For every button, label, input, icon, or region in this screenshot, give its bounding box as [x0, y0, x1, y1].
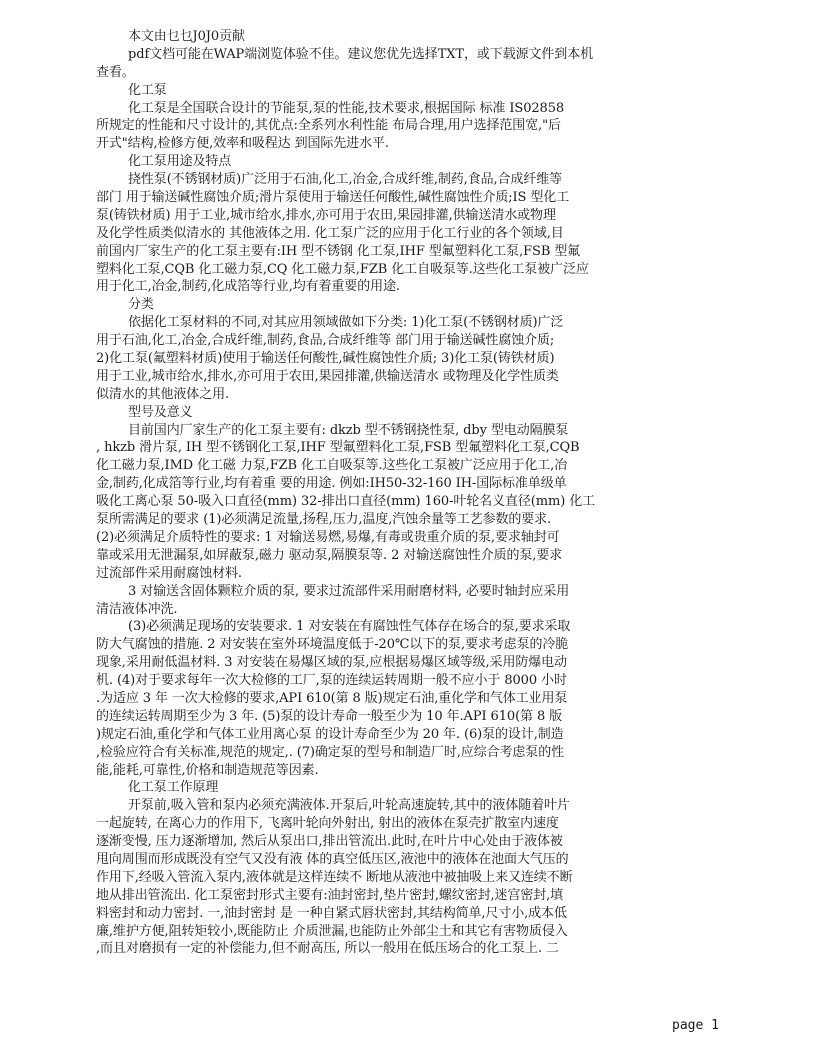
- text-line: 现象,采用耐低温材料. 3 对安装在易爆区域的泵,应根据易爆区域等级,采用防爆电动: [96, 655, 567, 671]
- text-line: 3 对输送含固体颗粒介质的泵, 要求过流部件采用耐磨材料, 必要时轴封应采用: [128, 583, 570, 599]
- paragraph-installation-paragraph: [96, 618, 684, 779]
- text-line: 型号及意义: [128, 404, 193, 420]
- text-line: ,检验应符合有关标准,规范的规定,. (7)确定泵的型号和制造厂时,应综合考虑泵的性: [96, 744, 565, 760]
- text-line: 过流部件采用耐腐蚀材料.: [96, 565, 242, 581]
- text-line: 本文由乜乜J0J0贡献: [128, 29, 245, 44]
- text-line: 部门 用于输送碱性腐蚀介质;滑片泵使用于输送任何酸性,碱性腐蚀性介质;IS 型化工: [96, 190, 570, 206]
- paragraph-model-paragraph: [96, 422, 684, 583]
- paragraph-solids-paragraph: [96, 583, 684, 619]
- text-line: 依据化工泵材料的不同,对其应用领域做如下分类: 1)化工泵(不锈钢材质)广泛: [128, 315, 564, 331]
- text-line: (2)必须满足介质特性的要求: 1 对输送易燃,易爆,有毒或贵重介质的泵,要求轴封可: [96, 529, 560, 545]
- text-line: 化工泵是全国联合设计的节能泵,泵的性能,技术要求,根据国际 标准 IS02858: [128, 100, 565, 116]
- text-line: 似清水的其他液体之用.: [96, 386, 230, 402]
- text-line: 2)化工泵(氟塑料材质)使用于输送任何酸性,碱性腐蚀性介质; 3)化工泵(铸铁材质): [96, 351, 555, 367]
- text-line: )规定石油,重化学和气体工业用离心泵 的设计寿命至少为 20 年. (6)泵的设计,制造: [96, 726, 564, 742]
- text-line: 料密封和动力密封. 一,油封密封 是 一种自紧式唇状密封,其结构简单,尺寸小,成本低: [96, 905, 567, 921]
- paragraph-heading-principle: [96, 779, 684, 797]
- text-line: 塑料化工泵,CQB 化工磁力泵,CQ 化工磁力泵,FZB 化工自吸泵等.这些化工泵被广泛应: [96, 261, 589, 277]
- text-line: 一起旋转, 在离心力的作用下, 飞离叶轮向外射出, 射出的液体在泵壳扩散室内速度: [96, 816, 559, 832]
- paragraph-principle-paragraph: [96, 797, 684, 958]
- text-line: 化工泵工作原理: [128, 780, 219, 796]
- text-line: 清洁液体冲洗.: [96, 601, 178, 617]
- text-line: 作用下,经吸入管流入泵内,液体就是这样连续不 断地从液池中被抽吸上来又连续不断: [96, 869, 573, 885]
- paragraph-classification-paragraph: [96, 314, 684, 403]
- text-line: (3)必须满足现场的安装要求. 1 对安装在有腐蚀性气体存在场合的泵,要求采取: [128, 619, 571, 635]
- text-line: , hkzb 滑片泵, IH 型不锈钢化工泵,IHF 型氟塑料化工泵,FSB 型氟塑料化工泵,CQB: [96, 440, 580, 456]
- page-number: page 1: [672, 1018, 719, 1033]
- text-line: 开泵前,吸入管和泵内必须充满液体.开泵后,叶轮高速旋转,其中的液体随着叶片: [128, 798, 570, 814]
- text-line: 逐渐变慢, 压力逐渐增加, 然后从泵出口,排出管流出.此时,在叶片中心处由于液体被: [96, 834, 563, 850]
- paragraph-heading-classification: [96, 296, 684, 314]
- paragraph-heading-model: [96, 404, 684, 422]
- text-line: 用于化工,冶金,制药,化成箔等行业,均有着重要的用途.: [96, 279, 400, 295]
- text-line: 用于工业,城市给水,排水,亦可用于农田,果园排灌,供输送清水 或物理及化学性质类: [96, 368, 559, 384]
- text-line: 廉,维护方便,阻转矩较小,既能防止 介质泄漏,也能防止外部尘土和其它有害物质侵入: [96, 923, 568, 939]
- text-line: .为适应 3 年 一次大检修的要求,API 610(第 8 版)规定石油,重化学和气体工业用泵: [96, 690, 568, 706]
- text-line: 靠或采用无泄漏泵,如屏蔽泵,磁力 驱动泵,隔膜泵等. 2 对输送腐蚀性介质的泵,要求: [96, 547, 563, 563]
- text-line: 金,制药,化成箔等行业,均有着重 要的用途. 例如:IH50-32-160 IH-国际标准单级单: [96, 476, 567, 492]
- text-line: 化工泵: [128, 82, 167, 98]
- text-line: 查看。: [96, 64, 135, 80]
- text-line: 的连续运转周期至少为 3 年. (5)泵的设计寿命一般至少为 10 年.API 610(第 8 版: [96, 708, 563, 724]
- paragraph-heading-chemical-pump: [96, 82, 684, 100]
- text-line: 吸化工离心泵 50-吸入口直径(mm) 32-排出口直径(mm) 160-叶轮名义直径(mm) 化工: [96, 494, 595, 510]
- text-line: 能,能耗,可靠性,价格和制造规范等因素.: [96, 762, 319, 778]
- paragraph-contributor-note: [96, 28, 684, 46]
- paragraph-intro-paragraph: [96, 100, 684, 154]
- paragraph-heading-uses: [96, 153, 684, 171]
- text-line: 挠性泵(不锈钢材质)广泛用于石油,化工,冶金,合成纤维,制药,食品,合成纤维等: [128, 172, 563, 188]
- text-line: 所规定的性能和尺寸设计的,其优点:全系列水利性能 布局合理,用户选择范围宽,"后: [96, 118, 561, 134]
- text-line: 用于石油,化工,冶金,合成纤维,制药,食品,合成纤维等 部门用于输送碱性腐蚀介质;: [96, 333, 555, 349]
- text-line: 分类: [128, 297, 154, 313]
- text-line: 地从排出管流出. 化工泵密封形式主要有:油封密封,垫片密封,螺纹密封,迷宫密封,填: [96, 887, 564, 903]
- text-line: 化工泵用途及特点: [128, 154, 232, 170]
- text-line: 前国内厂家生产的化工泵主要有:IH 型不锈钢 化工泵,IHF 型氟塑料化工泵,FSB 型氟: [96, 243, 581, 259]
- text-line: ,而且对磨损有一定的补偿能力,但不耐高压, 所以一般用在低压场合的化工泵上. 二: [96, 941, 559, 957]
- document-body: [96, 28, 684, 958]
- text-line: 防大气腐蚀的措施. 2 对安装在室外环境温度低于-20℃以下的泵,要求考虑泵的冷脆: [96, 637, 569, 653]
- text-line: 目前国内厂家生产的化工泵主要有: dkzb 型不锈钢挠性泵, dby 型电动隔膜泵: [128, 422, 569, 438]
- text-line: 开式"结构,检修方便,效率和吸程达 到国际先进水平.: [96, 136, 389, 152]
- paragraph-pdf-viewing-note: [96, 46, 684, 82]
- paragraph-uses-paragraph: [96, 171, 684, 296]
- text-line: 及化学性质类似清水的 其他液体之用. 化工泵广泛的应用于化工行业的各个领域,目: [96, 225, 564, 241]
- text-line: 泵所需满足的要求 (1)必须满足流量,扬程,压力,温度,汽蚀余量等工艺参数的要求.: [96, 512, 552, 528]
- text-line: pdf文档可能在WAP端浏览体验不佳。建议您优先选择TXT，或下载源文件到本机: [128, 46, 594, 62]
- text-line: 化工磁力泵,IMD 化工磁 力泵,FZB 化工自吸泵等.这些化工泵被广泛应用于化工,冶: [96, 458, 568, 474]
- text-line: 泵(铸铁材质) 用于工业,城市给水,排水,亦可用于农田,果园排灌,供输送清水或物理: [96, 207, 556, 223]
- text-line: 机. (4)对于要求每年一次大检修的工厂,泵的连续运转周期一般不应小于 8000 小时: [96, 673, 567, 689]
- text-line: 甩向周围而形成既没有空气又没有液 体的真空低压区,液池中的液体在池面大气压的: [96, 851, 569, 867]
